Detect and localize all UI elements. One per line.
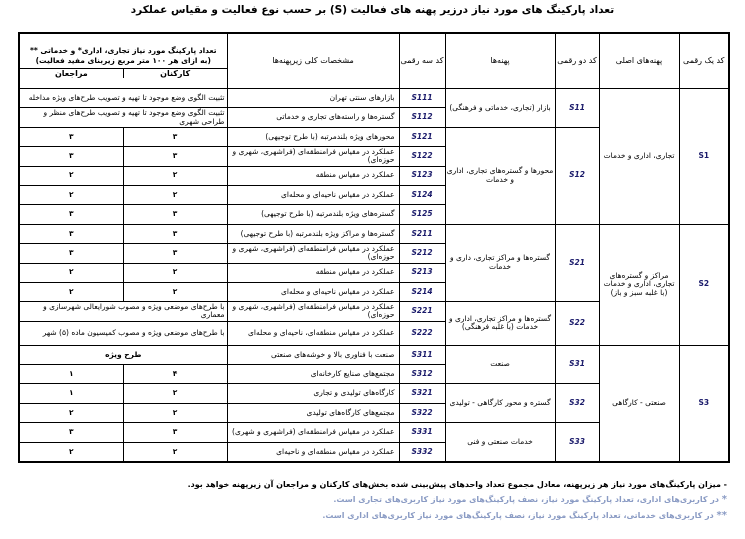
row-visitors: ۱ <box>19 365 123 384</box>
subgroup-name: گستره‌ها و مراکز تجاری، داری و خدمات <box>445 224 555 302</box>
header-visitors: مراجعان <box>54 69 88 79</box>
subgroup-code: S21 <box>555 224 599 302</box>
subgroup-name: گستره‌ها و مراکز تجاری، اداری و خدمات (با غلبه فرهنگی) <box>445 302 555 345</box>
table-row <box>19 89 729 108</box>
row-code: S332 <box>399 442 445 462</box>
row-desc: مجتمع‌های صنایع کارخانه‌ای <box>227 365 399 384</box>
subgroup-code: S32 <box>555 384 599 423</box>
header-specs: مشخصات کلی زیرپهنه‌ها <box>227 33 399 89</box>
group-code: S3 <box>679 345 729 462</box>
row-visitors: ۲ <box>19 403 123 422</box>
header-code3: کد سه رقمی <box>399 33 445 89</box>
row-desc: بازارهای سنتی تهران <box>227 89 399 108</box>
subgroup-code: S11 <box>555 89 599 128</box>
row-visitors: ۲ <box>19 442 123 462</box>
subgroup-name: بازار (تجاری، خدماتی و فرهنگی) <box>445 89 555 128</box>
row-code: S124 <box>399 185 445 204</box>
row-code: S222 <box>399 321 445 345</box>
header-code2: کد دو رقمی <box>555 33 599 89</box>
row-code: S111 <box>399 89 445 108</box>
row-code: S321 <box>399 384 445 403</box>
row-code: S211 <box>399 224 445 243</box>
row-staff: ۳ <box>123 205 227 224</box>
row-desc: گستره‌ها و مراکز ویژه بلندمرتبه (با طرح توجیهی) <box>227 224 399 243</box>
row-desc: عملکرد در مقیاس ناحیه‌ای و محله‌ای <box>227 185 399 204</box>
row-desc: عملکرد در مقیاس منطقه <box>227 263 399 282</box>
row-visitors: ۳ <box>19 244 123 263</box>
subgroup-name: صنعت <box>445 345 555 384</box>
double-asterisk-mark: ** <box>716 509 727 521</box>
group-code: S2 <box>679 224 729 345</box>
asterisk-mark: * <box>721 493 727 505</box>
row-code: S311 <box>399 345 445 364</box>
footer-note-1: - میزان پارکینگ‌های مورد نیاز هر زیرپهنه، معادل مجموع تعداد واحدهای پیش‌بینی شده بخش‌های کارکنان و مراجعان آن زیرپهنه خواهد بود. <box>187 480 727 489</box>
group-code: S1 <box>679 89 729 225</box>
footer-note-2 <box>17 492 727 508</box>
subgroup-code: S31 <box>555 345 599 384</box>
row-visitors: ۳ <box>19 224 123 243</box>
header-parking-cell <box>19 33 227 89</box>
header-main-zones: پهنه‌های اصلی <box>599 33 679 89</box>
parking-table <box>18 32 730 463</box>
header-row <box>19 33 729 89</box>
subgroup-name: گستره و محور کارگاهی - تولیدی <box>445 384 555 423</box>
row-staff: ۲ <box>123 263 227 282</box>
row-desc: عملکرد در مقیاس فرامنطقه‌ای (فراشهری، شهری و حوزه‌ای) <box>227 147 399 166</box>
row-desc: گستره‌های ویژه بلندمرتبه (با طرح توجیهی) <box>227 205 399 224</box>
row-code: S212 <box>399 244 445 263</box>
row-code: S112 <box>399 108 445 127</box>
row-visitors: ۲ <box>19 185 123 204</box>
group-name: تجاری، اداری و خدمات <box>599 89 679 225</box>
footer-notes <box>17 479 727 524</box>
row-staff: ۳ <box>123 127 227 146</box>
row-visitors: ۳ <box>19 205 123 224</box>
row-visitors: ۳ <box>19 127 123 146</box>
row-visitors: ۳ <box>19 423 123 442</box>
row-desc: عملکرد در مقیاس منطقه‌ای و ناحیه‌ای <box>227 442 399 462</box>
row-code: S214 <box>399 282 445 301</box>
footer-note-2-text: در کاربری‌های اداری، تعداد پارکینگ مورد نیاز، نصف پارکینگ‌های مورد نیاز کاربری‌های تجاری است. <box>333 494 722 504</box>
table-row <box>19 345 729 364</box>
page-title: تعداد پارکینگ های مورد نیاز درزیر پهنه های فعالیت (S) بر حسب نوع فعالیت و مقیاس عملکرد <box>130 4 615 16</box>
row-staff: ۳ <box>123 423 227 442</box>
row-visitors: ۱ <box>19 384 123 403</box>
row-desc: عملکرد در مقیاس منطقه‌ای، ناحیه‌ای و محله‌ای <box>227 321 399 345</box>
row-desc: محورهای ویژه بلندمرتبه (با طرح توجیهی) <box>227 127 399 146</box>
row-code: S221 <box>399 302 445 321</box>
group-name: صنعتی - کارگاهی <box>599 345 679 462</box>
row-note: تثبیت الگوی وضع موجود تا تهیه و تصویب طرح‌های منظر و طراحی شهری <box>19 108 227 127</box>
row-code: S123 <box>399 166 445 185</box>
row-desc: عملکرد در مقیاس فرامنطقه‌ای (فراشهری، شهری و حوزه‌ای) <box>227 244 399 263</box>
row-staff: ۳ <box>123 224 227 243</box>
row-staff: ۲ <box>123 282 227 301</box>
row-code: S312 <box>399 365 445 384</box>
row-visitors: ۳ <box>19 147 123 166</box>
row-desc: صنعت با فناوری بالا و خوشه‌های صنعتی <box>227 345 399 364</box>
row-staff: ۲ <box>123 442 227 462</box>
row-visitors: ۲ <box>19 263 123 282</box>
subgroup-code: S33 <box>555 423 599 462</box>
subgroup-code: S22 <box>555 302 599 345</box>
row-staff: ۲ <box>123 403 227 422</box>
row-staff: ۳ <box>123 244 227 263</box>
row-code: S213 <box>399 263 445 282</box>
row-note: طرح ویژه <box>19 345 227 364</box>
row-visitors: ۲ <box>19 282 123 301</box>
row-desc: مجتمع‌های کارگاه‌های تولیدی <box>227 403 399 422</box>
row-desc: عملکرد در مقیاس فرامنطقه‌ای (فراشهری و شهری) <box>227 423 399 442</box>
row-note: با طرح‌های موضعی ویژه و مصوب کمیسیون ماده (۵) شهر <box>19 321 227 345</box>
row-desc: عملکرد در مقیاس فرامنطقه‌ای (فراشهری، شهری و حوزه‌ای) <box>227 302 399 321</box>
subgroup-code: S12 <box>555 127 599 224</box>
footer-note-3 <box>17 508 727 524</box>
row-staff: ۲ <box>123 166 227 185</box>
subgroup-name: محورها و گستره‌های تجاری، اداری و خدمات <box>445 127 555 224</box>
table-row <box>19 224 729 243</box>
row-staff: ۳ <box>123 147 227 166</box>
row-note: با طرح‌های موضعی ویژه و مصوب شورایعالی شهرسازی و معماری <box>19 302 227 321</box>
row-code: S122 <box>399 147 445 166</box>
row-desc: کارگاه‌های تولیدی و تجاری <box>227 384 399 403</box>
group-name: مراکز و گستره‌های تجاری، اداری و خدمات (با غلبه سبز و باز) <box>599 224 679 345</box>
row-desc: عملکرد در مقیاس ناحیه‌ای و محله‌ای <box>227 282 399 301</box>
row-staff: ۲ <box>123 185 227 204</box>
row-staff: ۲ <box>123 384 227 403</box>
row-code: S331 <box>399 423 445 442</box>
row-note: تثبیت الگوی وضع موجود تا تهیه و تصویب طرح‌های ویژه مداخله <box>19 89 227 108</box>
subgroup-name: خدمات صنعتی و فنی <box>445 423 555 462</box>
row-code: S322 <box>399 403 445 422</box>
row-code: S125 <box>399 205 445 224</box>
row-desc: عملکرد در مقیاس منطقه <box>227 166 399 185</box>
header-zones: پهنه‌ها <box>445 33 555 89</box>
header-staff: کارکنان <box>123 69 227 78</box>
row-desc: گستره‌ها و راسته‌های تجاری و خدماتی <box>227 108 399 127</box>
row-visitors: ۲ <box>19 166 123 185</box>
header-parking: تعداد پارکینگ مورد نیاز تجاری، اداری* و خدماتی ** (به ازای هر ۱۰۰ متر مربع زیربنای مفید فعالیت) <box>20 44 227 69</box>
row-code: S121 <box>399 127 445 146</box>
row-staff: ۴ <box>123 365 227 384</box>
header-code1: کد یک رقمی <box>679 33 729 89</box>
footer-note-3-text: در کاربری‌های خدماتی، تعداد پارکینگ مورد نیاز، نصف پارکینگ‌های مورد نیاز کاربری‌های اداری است. <box>322 510 717 520</box>
